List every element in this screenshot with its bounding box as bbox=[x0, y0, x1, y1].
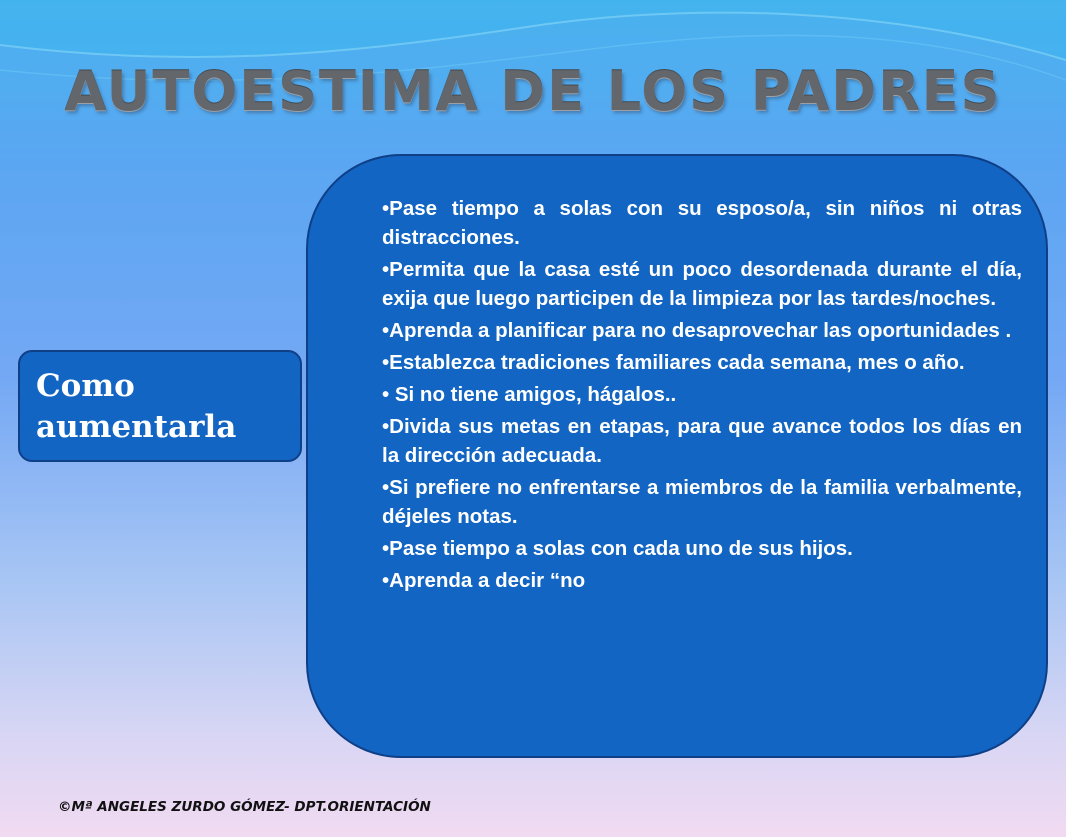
list-item: •Divida sus metas en etapas, para que avance todos los días en la dirección adecuada. bbox=[382, 415, 1022, 467]
list-item: •Establezca tradiciones familiares cada semana, mes o año. bbox=[382, 351, 965, 374]
tips-list bbox=[382, 194, 1022, 595]
footer-credit: ©Mª ANGELES ZURDO GÓMEZ- DPT.ORIENTACIÓN bbox=[58, 799, 431, 815]
slide-title: AUTOESTIMA DE LOS PADRES bbox=[64, 60, 1002, 123]
list-item: •Aprenda a planificar para no desaprovechar las oportunidades . bbox=[382, 319, 1012, 342]
list-item: •Si prefiere no enfrentarse a miembros de la familia verbalmente, déjeles notas. bbox=[382, 476, 1022, 528]
list-item: •Permita que la casa esté un poco desordenada durante el día, exija que luego participen de la limpieza por las tardes/noches. bbox=[382, 258, 1022, 310]
label-box bbox=[18, 350, 302, 462]
list-item: •Pase tiempo a solas con cada uno de sus hijos. bbox=[382, 537, 853, 560]
content-box bbox=[306, 154, 1048, 758]
label-text: Como aumentarla bbox=[36, 368, 237, 445]
list-item: • Si no tiene amigos, hágalos.. bbox=[382, 383, 677, 406]
list-item: •Aprenda a decir “no bbox=[382, 569, 586, 592]
list-item: •Pase tiempo a solas con su esposo/a, sin niños ni otras distracciones. bbox=[382, 197, 1022, 249]
